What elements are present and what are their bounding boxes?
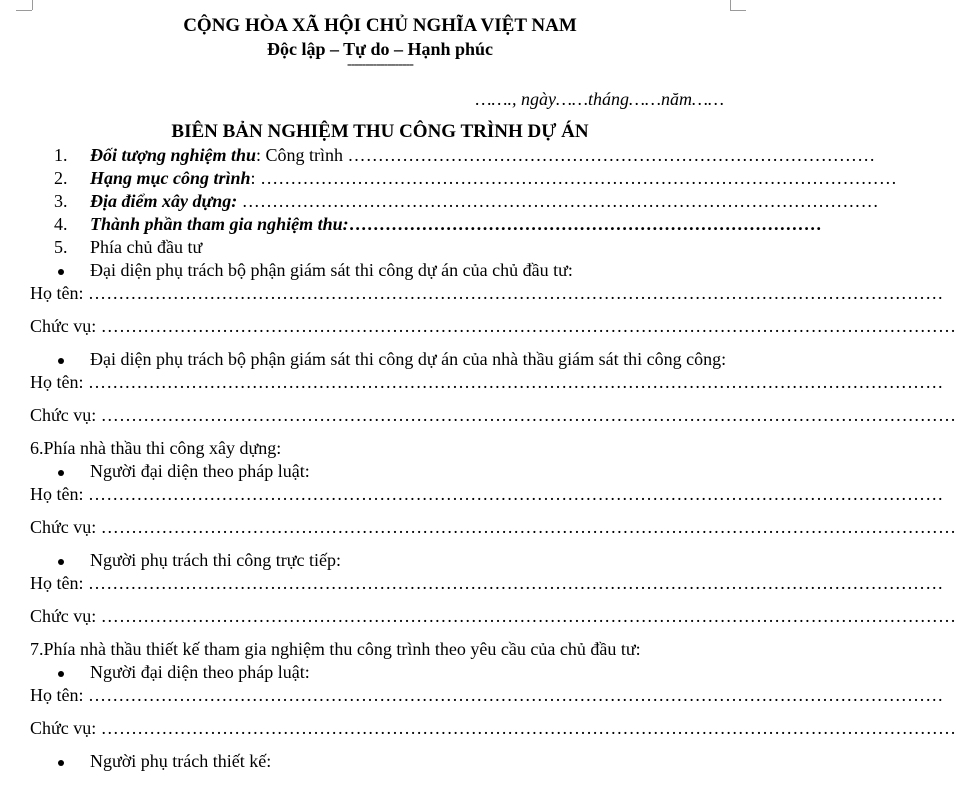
- date-line: ……., ngày……tháng……năm……: [475, 89, 724, 109]
- role-label: Chức vụ:: [30, 718, 101, 738]
- fill-dots[interactable]: ……………………………………………………………………………………………………………………………: [100, 517, 956, 537]
- role-field: [30, 516, 956, 539]
- role-field: [30, 315, 956, 338]
- name-label: Họ tên:: [30, 573, 88, 593]
- fill-dots[interactable]: ……………………………………………………………………: [348, 214, 822, 234]
- fill-dots[interactable]: ……………………………………………………………………………………………………………………………: [88, 372, 944, 392]
- bullet-icon: [54, 348, 90, 371]
- role-field: [30, 605, 956, 628]
- bullet-icon: [54, 259, 90, 282]
- bullet-icon: [54, 549, 90, 572]
- fill-dots[interactable]: ……………………………………………………………………………………………………………………………: [88, 685, 944, 705]
- numbered-item: [30, 167, 898, 190]
- fill-dots[interactable]: ……………………………………………………………………………………………………………………………: [88, 283, 944, 303]
- document-title: BIÊN BẢN NGHIỆM THU CÔNG TRÌNH DỰ ÁN: [171, 121, 589, 142]
- role-label: Chức vụ:: [30, 316, 101, 336]
- item-number: 5.: [54, 237, 68, 257]
- document-page: [30, 10, 956, 773]
- numbered-item: [30, 236, 730, 259]
- name-field: [30, 371, 944, 394]
- name-field: [30, 684, 944, 707]
- item-number: 1.: [54, 145, 68, 165]
- role-field: [30, 404, 956, 427]
- item-suffix: : Công trình: [256, 145, 348, 165]
- page-corner-mark: [730, 0, 739, 10]
- name-field: [30, 483, 944, 506]
- bullet-item: [30, 661, 730, 684]
- bullet-icon: [54, 460, 90, 483]
- bullet-icon: [54, 750, 90, 773]
- name-label: Họ tên:: [30, 283, 88, 303]
- fill-dots[interactable]: ……………………………………………………………………………………………………………………………: [100, 718, 956, 738]
- role-label: Chức vụ:: [30, 606, 101, 626]
- fill-dots[interactable]: ……………………………………………………………………………………………………………………………: [100, 606, 956, 626]
- bullet-item: [30, 460, 730, 483]
- item-label: Hạng mục công trình: [90, 168, 251, 188]
- role-label: Chức vụ:: [30, 517, 101, 537]
- section-heading: 6.Phía nhà thầu thi công xây dựng:: [30, 438, 282, 458]
- bullet-text: Đại diện phụ trách bộ phận giám sát thi công dự án của chủ đầu tư:: [90, 260, 573, 280]
- numbered-item: [30, 190, 879, 213]
- name-field: [30, 572, 944, 595]
- bullet-text: Người phụ trách thi công trực tiếp:: [90, 550, 341, 570]
- name-label: Họ tên:: [30, 484, 88, 504]
- name-label: Họ tên:: [30, 372, 88, 392]
- page-corner-mark: [730, 10, 746, 12]
- nation-title: CỘNG HÒA XÃ HỘI CHỦ NGHĨA VIỆT NAM: [183, 15, 577, 36]
- motto: Độc lập – Tự do – Hạnh phúc: [266, 39, 494, 59]
- bullet-item: [30, 750, 730, 773]
- bullet-text: Người đại diện theo pháp luật:: [90, 662, 310, 682]
- role-label: Chức vụ:: [30, 405, 101, 425]
- name-field: [30, 282, 944, 305]
- item-label: Địa điểm xây dựng:: [90, 191, 238, 211]
- bullet-item: [30, 348, 730, 371]
- item-number: 2.: [54, 168, 68, 188]
- item-number: 3.: [54, 191, 68, 211]
- page-corner-mark: [24, 0, 33, 10]
- bullet-icon: [54, 661, 90, 684]
- item-label: Đối tượng nghiệm thu: [90, 145, 256, 165]
- separator-line: ------------------: [347, 57, 413, 72]
- item-text: Phía chủ đầu tư: [90, 237, 203, 257]
- item-label: Thành phần tham gia nghiệm thu:: [90, 214, 349, 234]
- section-heading: 7.Phía nhà thầu thiết kế tham gia nghiệm thu công trình theo yêu cầu của chủ đầu tư:: [30, 639, 641, 659]
- role-field: [30, 717, 956, 740]
- fill-dots[interactable]: ……………………………………………………………………………………………………………………………: [88, 484, 944, 504]
- fill-dots[interactable]: ……………………………………………………………………………………………: [260, 168, 898, 188]
- item-number: 4.: [54, 214, 68, 234]
- fill-dots[interactable]: ……………………………………………………………………………: [347, 145, 876, 165]
- name-label: Họ tên:: [30, 685, 88, 705]
- numbered-item: [30, 213, 822, 236]
- item-suffix: :: [250, 168, 261, 188]
- fill-dots[interactable]: ……………………………………………………………………………………………………………………………: [100, 316, 956, 336]
- bullet-text: Đại diện phụ trách bộ phận giám sát thi công dự án của nhà thầu giám sát thi công công:: [90, 349, 727, 369]
- numbered-item: [30, 144, 876, 167]
- bullet-item: [30, 549, 730, 572]
- bullet-text: Người đại diện theo pháp luật:: [90, 461, 310, 481]
- fill-dots[interactable]: ……………………………………………………………………………………………………………………………: [88, 573, 944, 593]
- fill-dots[interactable]: ……………………………………………………………………………………………………………………………: [100, 405, 956, 425]
- fill-dots[interactable]: ……………………………………………………………………………………………: [241, 191, 879, 211]
- bullet-item: [30, 259, 730, 282]
- bullet-text: Người phụ trách thiết kế:: [90, 751, 272, 771]
